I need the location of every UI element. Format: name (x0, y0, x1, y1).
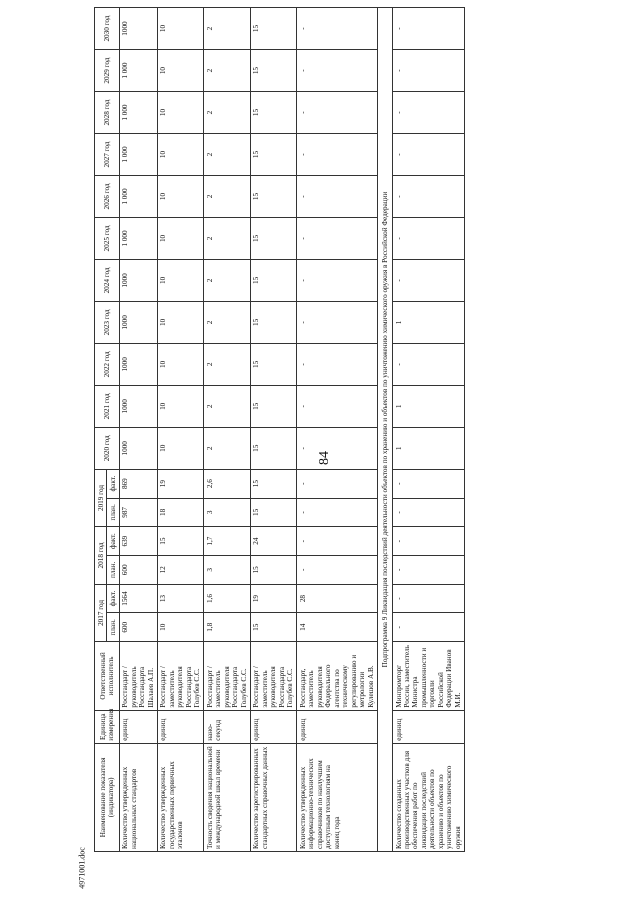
value-cell: - (297, 92, 377, 134)
file-name: 4971001.doc (77, 846, 87, 889)
value-cell: 2 (204, 385, 250, 427)
value-cell: 1000 (119, 385, 157, 427)
value-cell: 1 000 (119, 217, 157, 259)
value-cell: 1 000 (119, 92, 157, 134)
value-cell: 2 (204, 301, 250, 343)
value-cell: 15 (250, 427, 296, 469)
value-cell: 1 000 (119, 134, 157, 176)
value-cell: - (297, 176, 377, 218)
header-responsible: Ответственный исполнитель (95, 642, 120, 710)
value-cell: 18 (157, 498, 203, 527)
value-cell: 987 (119, 498, 157, 527)
value-cell: - (297, 50, 377, 92)
value-cell: - (393, 217, 465, 259)
value-cell: - (393, 92, 465, 134)
value-cell: - (297, 427, 377, 469)
header-plan: план. (107, 498, 119, 527)
value-cell: - (297, 385, 377, 427)
value-cell: 1000 (119, 301, 157, 343)
value-cell: 19 (157, 469, 203, 498)
header-year-2018: 2018 год (95, 527, 107, 584)
value-cell: 1 (393, 385, 465, 427)
value-cell: 1 (393, 301, 465, 343)
value-cell: 10 (157, 613, 203, 642)
value-cell: - (297, 134, 377, 176)
header-fact: факт. (107, 527, 119, 556)
value-cell: 10 (157, 343, 203, 385)
value-cell: 2 (204, 259, 250, 301)
value-cell: 15 (250, 613, 296, 642)
table-row (119, 8, 157, 852)
value-cell: 15 (250, 259, 296, 301)
value-cell: 2 (204, 134, 250, 176)
value-cell: 10 (157, 50, 203, 92)
value-cell: 2 (204, 343, 250, 385)
value-cell: - (297, 555, 377, 584)
table-row (250, 8, 296, 852)
value-cell: - (297, 259, 377, 301)
value-cell: 15 (250, 8, 296, 50)
value-cell: 15 (250, 217, 296, 259)
subprogram-row (377, 8, 392, 852)
unit-cell: нано-секунд (204, 710, 250, 743)
value-cell: 1564 (119, 584, 157, 613)
value-cell: 13 (157, 584, 203, 613)
header-year: 2026 год (95, 176, 120, 218)
header-year: 2021 год (95, 385, 120, 427)
value-cell: 10 (157, 217, 203, 259)
value-cell: 2 (204, 8, 250, 50)
value-cell: 24 (250, 527, 296, 556)
value-cell: 2 (204, 217, 250, 259)
value-cell: 1 (393, 427, 465, 469)
value-cell: 10 (157, 301, 203, 343)
indicator-name-cell: Количество утвержденных информационно-технических справочников по наилучшим доступным технологиям на конец года (297, 743, 377, 851)
responsible-cell: Росстандарт / заместитель руководителя Росстандарта Голубев С.С. (157, 642, 203, 710)
value-cell: 1000 (119, 259, 157, 301)
value-cell: 12 (157, 555, 203, 584)
value-cell: 15 (250, 498, 296, 527)
value-cell: 1000 (119, 8, 157, 50)
value-cell: 10 (157, 92, 203, 134)
header-year: 2030 год (95, 8, 120, 50)
table-row (297, 8, 377, 852)
value-cell: 15 (250, 301, 296, 343)
value-cell: - (297, 301, 377, 343)
unit-cell: единиц (297, 710, 377, 743)
value-cell: 600 (119, 555, 157, 584)
value-cell: 15 (250, 385, 296, 427)
responsible-cell: Росстандарт, заместитель руководителя Федерального агентства по техническому регулированию и метрологии Кулешов А.В. (297, 642, 377, 710)
value-cell: 600 (119, 613, 157, 642)
value-cell: 14 (297, 613, 377, 642)
unit-cell: единиц (393, 710, 465, 743)
responsible-cell: Росстандарт / заместитель руководителя Росстандарта Голубев С.С. (250, 642, 296, 710)
header-plan: план. (107, 555, 119, 584)
value-cell: - (393, 259, 465, 301)
value-cell: - (393, 469, 465, 498)
value-cell: 2 (204, 427, 250, 469)
value-cell: - (297, 217, 377, 259)
value-cell: - (393, 134, 465, 176)
value-cell: - (393, 176, 465, 218)
unit-cell: единиц (119, 710, 157, 743)
value-cell: 19 (250, 584, 296, 613)
header-unit: Единица измерения (95, 710, 120, 743)
indicator-name-cell: Количество зарегистрированных стандартных справочных данных (250, 743, 296, 851)
value-cell: - (393, 343, 465, 385)
table-header (95, 8, 120, 852)
value-cell: 15 (250, 92, 296, 134)
value-cell: 15 (250, 50, 296, 92)
value-cell: - (297, 469, 377, 498)
value-cell: 10 (157, 427, 203, 469)
value-cell: 15 (250, 343, 296, 385)
value-cell: - (297, 498, 377, 527)
value-cell: 15 (250, 134, 296, 176)
header-indicator-name: Наименование показателя (индикатора) (95, 743, 120, 851)
header-fact: факт. (107, 469, 119, 498)
header-year: 2029 год (95, 50, 120, 92)
table-body (393, 8, 465, 852)
subprogram-title: Подпрограмма 9 Ликвидация последствий деятельности объектов по хранению и объектов по уничтожению химического оружия в Российской Федерации (377, 8, 392, 852)
value-cell: 3 (204, 498, 250, 527)
value-cell: 869 (119, 469, 157, 498)
value-cell: - (393, 498, 465, 527)
table-row (204, 8, 250, 852)
table-row (393, 8, 465, 852)
header-year: 2028 год (95, 92, 120, 134)
value-cell: 10 (157, 8, 203, 50)
value-cell: - (297, 343, 377, 385)
value-cell: 15 (250, 469, 296, 498)
header-year: 2025 год (95, 217, 120, 259)
value-cell: 10 (157, 176, 203, 218)
indicator-name-cell: Количество утвержденных государственных первичных эталонов (157, 743, 203, 851)
responsible-cell: Росстандарт / заместитель руководителя Росстандарта Голубев С.С. (204, 642, 250, 710)
value-cell: 2 (204, 50, 250, 92)
value-cell: 3 (204, 555, 250, 584)
value-cell: 15 (157, 527, 203, 556)
header-year: 2020 год (95, 427, 120, 469)
value-cell: - (297, 527, 377, 556)
header-year-2017: 2017 год (95, 584, 107, 641)
value-cell: 15 (250, 555, 296, 584)
value-cell: 15 (250, 176, 296, 218)
value-cell: 1000 (119, 427, 157, 469)
table-row (157, 8, 203, 852)
value-cell: 1 000 (119, 176, 157, 218)
value-cell: 28 (297, 584, 377, 613)
indicator-name-cell: Количество утвержденных национальных стандартов (119, 743, 157, 851)
unit-cell: единиц (157, 710, 203, 743)
header-year: 2024 год (95, 259, 120, 301)
value-cell: 1,7 (204, 527, 250, 556)
value-cell: 639 (119, 527, 157, 556)
responsible-cell: Росстандарт / руководитель Росстандарта Шалаев А.П. (119, 642, 157, 710)
indicator-name-cell: Количество созданных производственных участков для обеспечения работ по ликвидации последствий деятельности объектов по хранению и объектов по уничтожению химического оружия (393, 743, 465, 851)
header-year: 2023 год (95, 301, 120, 343)
subprogram-section (377, 8, 392, 852)
responsible-cell: Минпромторг России, заместитель Министра промышленности и торговли Российской Федерации Иванов М.И. (393, 642, 465, 710)
value-cell: - (393, 8, 465, 50)
header-plan: план. (107, 613, 119, 642)
table-body (119, 8, 377, 852)
value-cell: - (393, 555, 465, 584)
header-year-2019: 2019 год (95, 469, 107, 526)
page-number: 84 (317, 451, 332, 465)
unit-cell: единиц (250, 710, 296, 743)
value-cell: 1,6 (204, 584, 250, 613)
header-year: 2027 год (95, 134, 120, 176)
indicator-name-cell: Точность сведения национальной и международной шкал времени (204, 743, 250, 851)
header-fact: факт. (107, 584, 119, 613)
value-cell: 1000 (119, 343, 157, 385)
value-cell: - (297, 8, 377, 50)
rotated-table-container (94, 7, 634, 852)
value-cell: - (393, 50, 465, 92)
value-cell: 10 (157, 385, 203, 427)
value-cell: - (393, 527, 465, 556)
value-cell: - (393, 613, 465, 642)
value-cell: 2 (204, 92, 250, 134)
value-cell: 2 (204, 176, 250, 218)
value-cell: 10 (157, 259, 203, 301)
value-cell: - (393, 584, 465, 613)
value-cell: 1,8 (204, 613, 250, 642)
value-cell: 10 (157, 134, 203, 176)
header-year: 2022 год (95, 343, 120, 385)
value-cell: 2,6 (204, 469, 250, 498)
value-cell: 1 000 (119, 50, 157, 92)
indicators-table (94, 7, 465, 852)
